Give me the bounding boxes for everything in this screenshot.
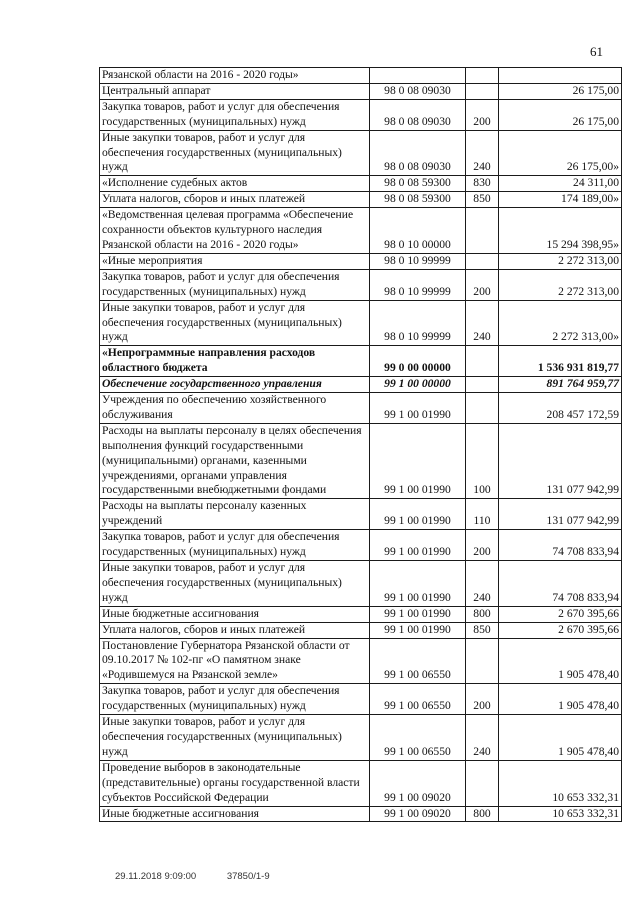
row-vr-cell bbox=[466, 638, 499, 684]
row-vr-cell bbox=[466, 346, 499, 377]
row-name-cell: Центральный аппарат bbox=[100, 83, 370, 99]
row-code-cell: 98 0 08 09030 bbox=[370, 130, 466, 176]
table-row bbox=[100, 715, 622, 761]
row-vr-cell bbox=[466, 68, 499, 84]
row-name-cell: Расходы на выплаты персоналу казенных учреждений bbox=[100, 499, 370, 530]
row-name-cell: Иные бюджетные ассигнования bbox=[100, 606, 370, 622]
row-sum-cell: 24 311,00 bbox=[499, 176, 622, 192]
row-sum-cell: 1 905 478,40 bbox=[499, 684, 622, 715]
table-row bbox=[100, 638, 622, 684]
row-name-cell: Иные закупки товаров, работ и услуг для обеспечения государственных (муниципальных) нужд bbox=[100, 300, 370, 346]
row-sum-cell: 208 457 172,59 bbox=[499, 393, 622, 424]
row-vr-cell bbox=[466, 377, 499, 393]
row-sum-cell: 10 653 332,31 bbox=[499, 760, 622, 806]
table-row bbox=[100, 300, 622, 346]
row-name-cell: «Иные мероприятия bbox=[100, 253, 370, 269]
row-vr-cell: 200 bbox=[466, 99, 499, 130]
row-name-cell: Постановление Губернатора Рязанской области от 09.10.2017 № 102-пг «О памятном знаке «Родившемуся на Рязанской земле» bbox=[100, 638, 370, 684]
row-name-cell: Иные закупки товаров, работ и услуг для обеспечения государственных (муниципальных) нужд bbox=[100, 561, 370, 607]
row-name-cell: Иные закупки товаров, работ и услуг для обеспечения государственных (муниципальных) нужд bbox=[100, 130, 370, 176]
row-sum-cell: 2 670 395,66 bbox=[499, 622, 622, 638]
table-row bbox=[100, 760, 622, 806]
table-row bbox=[100, 806, 622, 822]
row-vr-cell: 240 bbox=[466, 300, 499, 346]
table-row bbox=[100, 622, 622, 638]
row-vr-cell: 100 bbox=[466, 423, 499, 499]
row-name-cell: Иные закупки товаров, работ и услуг для обеспечения государственных (муниципальных) нужд bbox=[100, 715, 370, 761]
table-row bbox=[100, 253, 622, 269]
table-row bbox=[100, 130, 622, 176]
row-vr-cell bbox=[466, 83, 499, 99]
row-vr-cell: 240 bbox=[466, 130, 499, 176]
row-vr-cell: 110 bbox=[466, 499, 499, 530]
row-sum-cell: 2 272 313,00» bbox=[499, 300, 622, 346]
row-code-cell: 99 0 00 00000 bbox=[370, 346, 466, 377]
row-sum-cell: 26 175,00» bbox=[499, 130, 622, 176]
footer-doc-id: 37850/1-9 bbox=[226, 871, 270, 882]
row-code-cell: 99 1 00 01990 bbox=[370, 606, 466, 622]
row-sum-cell: 174 189,00» bbox=[499, 192, 622, 208]
row-sum-cell: 131 077 942,99 bbox=[499, 499, 622, 530]
row-code-cell: 99 1 00 01990 bbox=[370, 393, 466, 424]
row-sum-cell: 1 905 478,40 bbox=[499, 715, 622, 761]
table-row bbox=[100, 561, 622, 607]
row-name-cell: Учреждения по обеспечению хозяйственного обслуживания bbox=[100, 393, 370, 424]
row-vr-cell: 850 bbox=[466, 622, 499, 638]
row-code-cell: 98 0 10 99999 bbox=[370, 253, 466, 269]
row-vr-cell: 200 bbox=[466, 269, 499, 300]
table-row bbox=[100, 176, 622, 192]
row-sum-cell: 1 536 931 819,77 bbox=[499, 346, 622, 377]
row-code-cell: 99 1 00 01990 bbox=[370, 622, 466, 638]
row-code-cell: 99 1 00 06550 bbox=[370, 684, 466, 715]
row-name-cell: Закупка товаров, работ и услуг для обеспечения государственных (муниципальных) нужд bbox=[100, 530, 370, 561]
table-row bbox=[100, 499, 622, 530]
budget-table-body bbox=[100, 68, 622, 822]
table-row bbox=[100, 83, 622, 99]
row-code-cell: 98 0 08 09030 bbox=[370, 99, 466, 130]
row-code-cell: 99 1 00 06550 bbox=[370, 715, 466, 761]
row-code-cell: 99 1 00 01990 bbox=[370, 423, 466, 499]
row-name-cell: Закупка товаров, работ и услуг для обеспечения государственных (муниципальных) нужд bbox=[100, 99, 370, 130]
row-code-cell: 98 0 08 09030 bbox=[370, 83, 466, 99]
table-row bbox=[100, 530, 622, 561]
row-code-cell: 99 1 00 09020 bbox=[370, 760, 466, 806]
row-sum-cell: 2 272 313,00 bbox=[499, 269, 622, 300]
table-row bbox=[100, 423, 622, 499]
table-row bbox=[100, 377, 622, 393]
row-sum-cell: 891 764 959,77 bbox=[499, 377, 622, 393]
table-row bbox=[100, 208, 622, 254]
row-name-cell: Обеспечение государственного управления bbox=[100, 377, 370, 393]
row-vr-cell: 240 bbox=[466, 561, 499, 607]
row-name-cell: «Исполнение судебных актов bbox=[100, 176, 370, 192]
row-sum-cell: 26 175,00 bbox=[499, 83, 622, 99]
row-vr-cell: 800 bbox=[466, 806, 499, 822]
row-sum-cell: 131 077 942,99 bbox=[499, 423, 622, 499]
row-name-cell: Уплата налогов, сборов и иных платежей bbox=[100, 622, 370, 638]
row-name-cell: Расходы на выплаты персоналу в целях обеспечения выполнения функций государственными (муниципальными) органами, казенными учреждениями, органами управления государственными внебюджетными фондами bbox=[100, 423, 370, 499]
row-sum-cell: 2 670 395,66 bbox=[499, 606, 622, 622]
row-code-cell: 99 1 00 06550 bbox=[370, 638, 466, 684]
row-name-cell: Проведение выборов в законодательные (представительные) органы государственной власти субъектов Российской Федерации bbox=[100, 760, 370, 806]
row-vr-cell bbox=[466, 253, 499, 269]
row-name-cell: «Ведомственная целевая программа «Обеспечение сохранности объектов культурного наследия Рязанской области на 2016 - 2020 годы» bbox=[100, 208, 370, 254]
row-name-cell: Уплата налогов, сборов и иных платежей bbox=[100, 192, 370, 208]
row-code-cell: 98 0 08 59300 bbox=[370, 192, 466, 208]
table-row bbox=[100, 192, 622, 208]
footer-timestamp: 29.11.2018 9:09:00 bbox=[115, 871, 197, 882]
row-sum-cell: 10 653 332,31 bbox=[499, 806, 622, 822]
row-code-cell: 98 0 10 00000 bbox=[370, 208, 466, 254]
table-row bbox=[100, 269, 622, 300]
footer bbox=[115, 871, 298, 882]
table-row bbox=[100, 99, 622, 130]
row-name-cell: Закупка товаров, работ и услуг для обеспечения государственных (муниципальных) нужд bbox=[100, 684, 370, 715]
row-sum-cell: 2 272 313,00 bbox=[499, 253, 622, 269]
row-code-cell: 99 1 00 00000 bbox=[370, 377, 466, 393]
row-sum-cell: 74 708 833,94 bbox=[499, 530, 622, 561]
row-code-cell: 99 1 00 01990 bbox=[370, 499, 466, 530]
row-code-cell: 98 0 10 99999 bbox=[370, 269, 466, 300]
table-row bbox=[100, 68, 622, 84]
row-code-cell: 99 1 00 01990 bbox=[370, 530, 466, 561]
row-vr-cell: 830 bbox=[466, 176, 499, 192]
row-vr-cell bbox=[466, 208, 499, 254]
page-number: 61 bbox=[590, 44, 603, 59]
row-sum-cell: 26 175,00 bbox=[499, 99, 622, 130]
table-row bbox=[100, 346, 622, 377]
row-vr-cell: 200 bbox=[466, 684, 499, 715]
row-vr-cell: 240 bbox=[466, 715, 499, 761]
row-vr-cell: 850 bbox=[466, 192, 499, 208]
row-vr-cell: 200 bbox=[466, 530, 499, 561]
table-row bbox=[100, 606, 622, 622]
row-name-cell: Рязанской области на 2016 - 2020 годы» bbox=[100, 68, 370, 84]
row-vr-cell bbox=[466, 393, 499, 424]
row-code-cell: 98 0 08 59300 bbox=[370, 176, 466, 192]
row-vr-cell bbox=[466, 760, 499, 806]
row-code-cell bbox=[370, 68, 466, 84]
row-sum-cell: 74 708 833,94 bbox=[499, 561, 622, 607]
row-code-cell: 99 1 00 01990 bbox=[370, 561, 466, 607]
row-code-cell: 98 0 10 99999 bbox=[370, 300, 466, 346]
row-name-cell: «Непрограммные направления расходов областного бюджета bbox=[100, 346, 370, 377]
row-name-cell: Иные бюджетные ассигнования bbox=[100, 806, 370, 822]
budget-table bbox=[99, 67, 622, 822]
row-sum-cell: 1 905 478,40 bbox=[499, 638, 622, 684]
table-row bbox=[100, 393, 622, 424]
row-sum-cell: 15 294 398,95» bbox=[499, 208, 622, 254]
row-vr-cell: 800 bbox=[466, 606, 499, 622]
table-row bbox=[100, 684, 622, 715]
row-sum-cell bbox=[499, 68, 622, 84]
row-code-cell: 99 1 00 09020 bbox=[370, 806, 466, 822]
row-name-cell: Закупка товаров, работ и услуг для обеспечения государственных (муниципальных) нужд bbox=[100, 269, 370, 300]
